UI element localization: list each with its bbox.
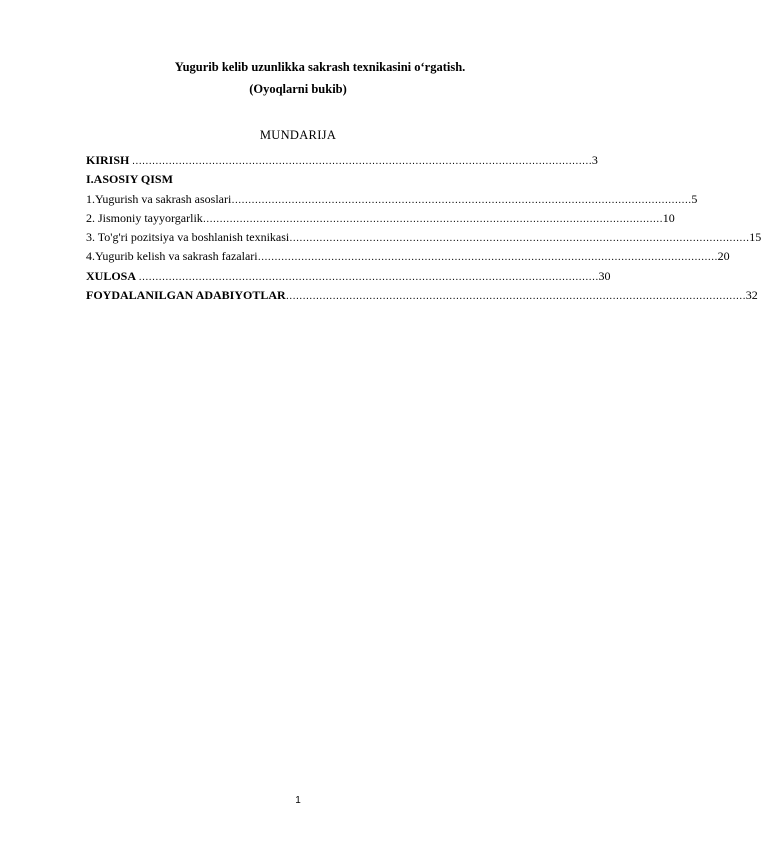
toc-entry-adabiyotlar <box>86 286 758 305</box>
document-title: Yugurib kelib uzunlikka sakrash texnikasini o‘rgatish. <box>174 60 466 74</box>
toc-entry-xulosa <box>86 267 611 286</box>
toc-leader-dots: ………………………………………………………………………………………………………………………… <box>289 233 750 245</box>
toc-leader-dots: ………………………………………………………………………………………………………………………… <box>285 291 746 303</box>
toc-entry-page: 32 <box>745 288 758 303</box>
toc-entry-label: FOYDALANILGAN ADABIYOTLAR <box>86 288 286 303</box>
toc-entry-kirish <box>86 151 598 170</box>
toc-leader-dots: ………………………………………………………………………………………………………………………… <box>202 213 663 225</box>
toc-entry-label: XULOSA <box>86 268 137 283</box>
toc-entry-label: KIRISH <box>86 153 130 167</box>
toc-entry-fazalar <box>86 247 730 266</box>
toc-leader-dots: ………………………………………………………………………………………………………………………… <box>231 194 692 206</box>
table-of-contents <box>86 151 761 305</box>
toc-leader-dots: ………………………………………………………………………………………………………………………… <box>129 156 592 167</box>
contents-heading: MUNDARIJA <box>259 128 337 142</box>
toc-entry-page: 15 <box>749 230 761 245</box>
toc-leader-dots: ………………………………………………………………………………………………………………………… <box>257 252 718 264</box>
toc-entry-jismoniy-tayyorgarlik <box>86 209 675 228</box>
toc-entry-label: 1.Yugurish va sakrash asoslari <box>86 191 232 206</box>
document-subtitle: (Oyoqlarni bukib) <box>249 82 347 96</box>
page-number: 1 <box>295 795 301 806</box>
toc-entry-page: 10 <box>662 210 675 225</box>
toc-leader-dots: ………………………………………………………………………………………………………………………… <box>136 271 599 283</box>
toc-entry-label: 3. To'g'ri pozitsiya va boshlanish texnikasi <box>86 230 290 245</box>
toc-entry-page: 20 <box>717 249 730 264</box>
toc-entry-label: 4.Yugurib kelish va sakrash fazalari <box>86 249 258 264</box>
toc-entry-label: 2. Jismoniy tayyorgarlik <box>86 210 203 225</box>
toc-entry-label: I.ASOSIY QISM <box>86 172 173 187</box>
toc-entry-yugurish-asoslari <box>86 190 698 209</box>
toc-entry-asosiy-qism <box>86 170 556 189</box>
toc-entry-pozitsiya <box>86 228 761 247</box>
toc-entry-page: 3 <box>591 153 598 167</box>
toc-entry-page: 5 <box>691 191 698 206</box>
toc-entry-page: 30 <box>598 268 611 283</box>
